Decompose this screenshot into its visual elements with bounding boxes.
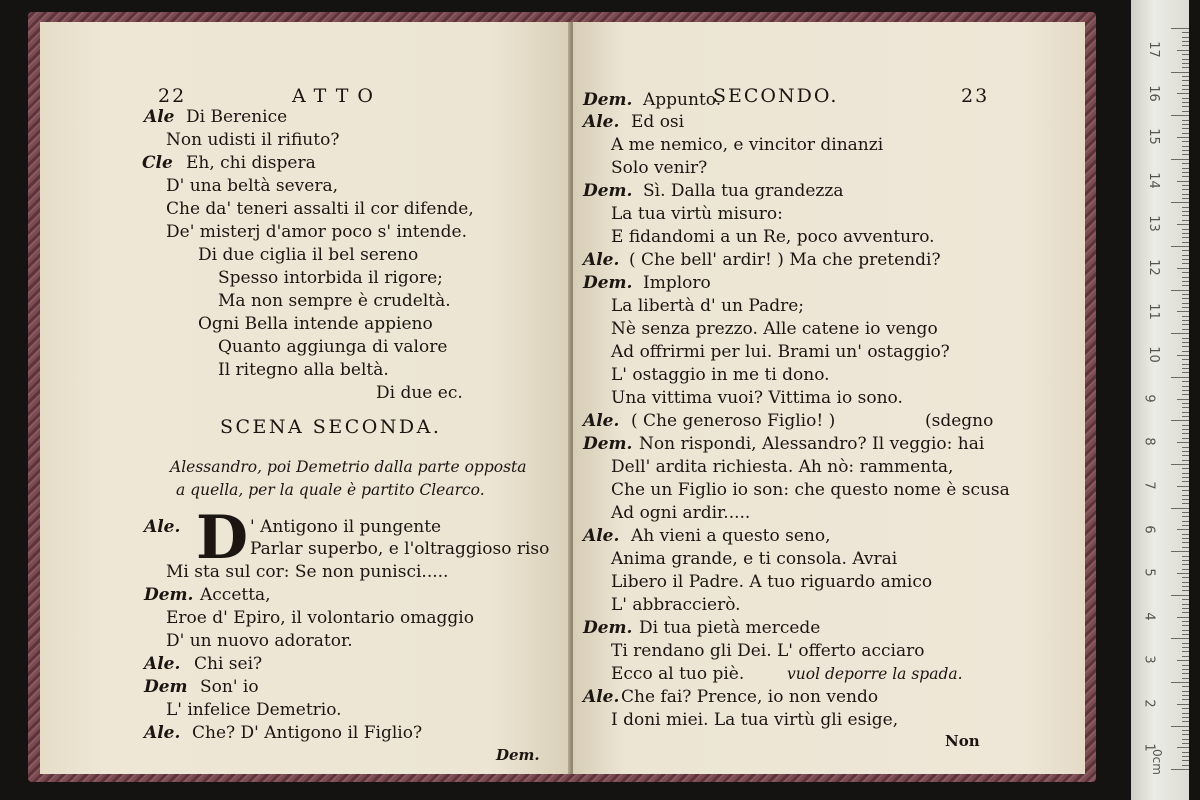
ruler-tick	[1182, 669, 1189, 670]
ruler-tick	[1182, 407, 1189, 408]
ruler-tick	[1182, 643, 1189, 644]
ruler-tick	[1182, 277, 1189, 278]
ruler-tick	[1182, 102, 1189, 103]
ruler-tick	[1182, 460, 1189, 461]
verse-line: Dem. Appunto.	[583, 90, 722, 110]
ruler-tick	[1182, 586, 1189, 587]
ruler-tick	[1182, 577, 1189, 578]
ruler-tick	[1182, 198, 1189, 199]
ruler-tick	[1182, 215, 1189, 216]
ruler-tick	[1182, 743, 1189, 744]
ruler-tick	[1182, 185, 1189, 186]
left-page-number: 22	[158, 85, 187, 107]
ruler-tick	[1171, 246, 1189, 247]
ruler-tick	[1182, 651, 1189, 652]
verse-line: Dem. Non rispondi, Alessandro? Il veggio: hai	[583, 434, 985, 454]
verse-line: D' un nuovo adorator.	[166, 631, 353, 651]
ruler-tick	[1182, 604, 1189, 605]
ruler-tick	[1177, 442, 1189, 443]
ruler-tick	[1182, 625, 1189, 626]
ruler-number: 16	[1145, 84, 1161, 102]
verse-line: Ale. Ah vieni a questo seno,	[583, 526, 831, 546]
ruler-tick	[1182, 386, 1189, 387]
ruler-tick	[1182, 582, 1189, 583]
ruler-tick	[1182, 281, 1189, 282]
ruler-tick	[1182, 189, 1189, 190]
ruler-number: 4	[1141, 612, 1157, 621]
ruler-tick	[1182, 272, 1189, 273]
ruler-tick	[1182, 128, 1189, 129]
ruler-tick	[1177, 573, 1189, 574]
verse-line: Una vittima vuoi? Vittima io sono.	[611, 388, 903, 408]
ruler-tick	[1182, 54, 1189, 55]
ruler-number: 1	[1141, 742, 1157, 752]
verse-line: Ale. Che? D' Antigono il Figlio?	[144, 723, 423, 743]
ruler-tick	[1171, 333, 1189, 334]
verse-line: I doni miei. La tua virtù gli esige,	[611, 710, 899, 730]
ruler-tick	[1182, 433, 1189, 434]
verse-line: Ale. Ed osi	[583, 112, 685, 132]
ruler-tick	[1182, 503, 1189, 504]
ruler-tick	[1182, 237, 1189, 238]
verse-line: A me nemico, e vincitor dinanzi	[611, 135, 884, 155]
ruler-tick	[1182, 324, 1189, 325]
ruler-tick	[1182, 534, 1189, 535]
drop-cap: D	[196, 503, 249, 573]
ruler-tick	[1182, 717, 1189, 718]
verse-line: Ale.Che fai? Prence, io non vendo	[583, 687, 879, 707]
verse-line: Spesso intorbida il rigore;	[218, 268, 443, 288]
verse-line: Parlar superbo, e l'oltraggioso riso	[250, 539, 550, 559]
ruler-tick	[1182, 490, 1189, 491]
ruler-tick	[1182, 569, 1189, 570]
ruler-tick	[1182, 298, 1189, 299]
ruler-tick	[1182, 525, 1189, 526]
scene-title: SCENA SECONDA.	[220, 416, 442, 438]
ruler-tick	[1182, 538, 1189, 539]
ruler-tick	[1182, 342, 1189, 343]
ruler-tick	[1182, 708, 1189, 709]
verse-line: Dem. Imploro	[583, 273, 711, 293]
ruler-tick	[1182, 699, 1189, 700]
ruler-tick	[1182, 85, 1189, 86]
ruler-tick	[1182, 233, 1189, 234]
verse-line: Dem. Di tua pietà mercede	[583, 618, 821, 638]
ruler-tick	[1182, 176, 1189, 177]
ruler-number: 3	[1141, 655, 1157, 665]
ruler-tick	[1171, 595, 1189, 596]
ruler-tick	[1182, 67, 1189, 68]
verse-line: Ecco al tuo piè.	[611, 664, 745, 684]
ruler-tick	[1177, 137, 1189, 138]
ruler-tick	[1182, 499, 1189, 500]
verse-line: Il ritegno alla beltà.	[218, 360, 389, 380]
ruler-tick	[1182, 37, 1189, 38]
verse-line: Ti rendano gli Dei. L' offerto acciaro	[611, 641, 925, 661]
ruler-tick	[1182, 63, 1189, 64]
ruler-tick	[1177, 93, 1189, 94]
ruler-tick	[1182, 542, 1189, 543]
ruler-tick	[1182, 80, 1189, 81]
ruler-tick	[1171, 115, 1189, 116]
ruler-tick	[1182, 338, 1189, 339]
verse-line: D' una beltà severa,	[166, 176, 339, 196]
verse-line: Ogni Bella intende appieno	[198, 314, 433, 334]
ruler-tick	[1182, 673, 1189, 674]
ruler-tick	[1182, 481, 1189, 482]
ruler-tick	[1182, 154, 1189, 155]
ruler-tick	[1182, 756, 1189, 757]
verse-line: L' infelice Demetrio.	[166, 700, 342, 720]
right-page-header: SECONDO.	[713, 85, 839, 107]
ruler-number: 2	[1141, 699, 1157, 708]
verse-line: Cle Eh, chi dispera	[142, 153, 316, 173]
ruler-tick	[1171, 290, 1189, 291]
ruler-tick	[1171, 377, 1189, 378]
ruler-tick	[1182, 263, 1189, 264]
ruler-tick	[1182, 468, 1189, 469]
ruler-number: 5	[1141, 568, 1157, 577]
ruler-tick	[1182, 89, 1189, 90]
verse-line: Che un Figlio io son: che questo nome è scusa	[611, 480, 1010, 500]
ruler-tick	[1182, 133, 1189, 134]
ruler-tick	[1182, 307, 1189, 308]
ruler-tick	[1182, 678, 1189, 679]
verse-line: Quanto aggiunga di valore	[218, 337, 448, 357]
ruler-tick	[1182, 150, 1189, 151]
ruler-tick	[1182, 285, 1189, 286]
ruler-tick	[1182, 647, 1189, 648]
ruler-tick	[1182, 106, 1189, 107]
verse-line: La tua virtù misuro:	[611, 204, 783, 224]
ruler-tick	[1182, 739, 1189, 740]
ruler-tick	[1177, 311, 1189, 312]
verse-line: Dem Son' io	[144, 677, 259, 697]
verse-line: Nè senza prezzo. Alle catene io vengo	[611, 319, 938, 339]
ruler-tick	[1182, 547, 1189, 548]
ruler-tick	[1171, 464, 1189, 465]
ruler-tick	[1182, 207, 1189, 208]
ruler-tick	[1177, 181, 1189, 182]
ruler-tick	[1177, 224, 1189, 225]
stage-direction-line: Alessandro, poi Demetrio dalla parte opposta	[170, 458, 527, 476]
verse-line: Di due ciglia il bel sereno	[198, 245, 419, 265]
ruler-tick	[1182, 316, 1189, 317]
ruler-tick	[1182, 124, 1189, 125]
ruler-number: 13	[1145, 215, 1161, 233]
verse-line: Ale. ( Che generoso Figlio! )	[583, 411, 836, 431]
ruler-tick	[1182, 512, 1189, 513]
ruler-tick	[1177, 660, 1189, 661]
ruler-tick	[1182, 59, 1189, 60]
verse-line: Libero il Padre. A tuo riguardo amico	[611, 572, 933, 592]
ruler-tick	[1182, 429, 1189, 430]
ruler-tick	[1182, 477, 1189, 478]
ruler-tick	[1182, 521, 1189, 522]
ruler-tick	[1182, 368, 1189, 369]
ruler-tick	[1182, 111, 1189, 112]
ruler-tick	[1182, 146, 1189, 147]
ruler-tick	[1182, 41, 1189, 42]
ruler-tick	[1182, 163, 1189, 164]
verse-line: Solo venir?	[611, 158, 708, 178]
ruler-number: 6	[1141, 524, 1157, 534]
ruler-tick	[1182, 120, 1189, 121]
ruler-tick	[1171, 508, 1189, 509]
ruler-tick	[1177, 617, 1189, 618]
verse-line: La libertà d' un Padre;	[611, 296, 805, 316]
verse-line: L' ostaggio in me ti dono.	[611, 365, 830, 385]
aside-note: (sdegno	[925, 411, 994, 431]
ruler-tick	[1182, 211, 1189, 212]
ruler-tick	[1171, 202, 1189, 203]
ruler-tick	[1182, 656, 1189, 657]
ruler-tick	[1182, 760, 1189, 761]
ruler-number: 11	[1145, 302, 1161, 320]
ruler-tick	[1182, 242, 1189, 243]
ruler-tick	[1182, 590, 1189, 591]
right-page-number: 23	[961, 85, 990, 107]
ruler-number: 14	[1145, 172, 1161, 189]
ruler-tick	[1171, 638, 1189, 639]
ruler-tick	[1182, 451, 1189, 452]
verse-line: L' abbraccierò.	[611, 595, 741, 615]
ruler-tick	[1182, 229, 1189, 230]
ruler-tick	[1182, 721, 1189, 722]
ruler-tick	[1182, 172, 1189, 173]
left-catchword: Dem.	[496, 746, 540, 764]
verse-line: Ale Di Berenice	[144, 107, 288, 127]
ruler-tick	[1171, 72, 1189, 73]
ruler-tick	[1182, 765, 1189, 766]
ruler-tick	[1182, 455, 1189, 456]
ruler-tick	[1171, 159, 1189, 160]
ruler-tick	[1182, 372, 1189, 373]
ruler-tick	[1182, 250, 1189, 251]
ruler-tick	[1177, 704, 1189, 705]
verse-line: Mi sta sul cor: Se non punisci.....	[166, 562, 449, 582]
measuring-ruler	[1131, 0, 1189, 800]
ruler-tick	[1171, 28, 1189, 29]
ruler-tick	[1177, 399, 1189, 400]
ruler-tick	[1182, 612, 1189, 613]
ruler-tick	[1182, 713, 1189, 714]
verse-line: Di due ec.	[376, 383, 463, 403]
ruler-tick	[1177, 529, 1189, 530]
ruler-tick	[1182, 168, 1189, 169]
ruler-tick	[1182, 734, 1189, 735]
ruler-tick	[1182, 390, 1189, 391]
ruler-tick	[1182, 194, 1189, 195]
verse-line: Ale. Chi sei?	[144, 654, 263, 674]
verse-line: Ale. ( Che bell' ardir! ) Ma che pretendi?	[583, 250, 941, 270]
ruler-tick	[1182, 364, 1189, 365]
left-page	[40, 22, 572, 774]
ruler-tick	[1182, 634, 1189, 635]
ruler-tick	[1182, 359, 1189, 360]
verse-line: Ale. ' Antigono il pungente	[144, 517, 442, 537]
right-catchword: Non	[945, 732, 980, 750]
ruler-tick	[1182, 447, 1189, 448]
ruler-tick	[1182, 425, 1189, 426]
ruler-number: 7	[1141, 481, 1157, 490]
ruler-tick	[1182, 665, 1189, 666]
ruler-tick	[1177, 355, 1189, 356]
ruler-tick	[1182, 695, 1189, 696]
ruler-tick	[1182, 403, 1189, 404]
ruler-tick	[1177, 747, 1189, 748]
ruler-number: 17	[1145, 41, 1161, 58]
ruler-tick	[1182, 473, 1189, 474]
right-page	[573, 22, 1085, 774]
ruler-tick	[1182, 303, 1189, 304]
ruler-tick	[1182, 630, 1189, 631]
ruler-tick	[1177, 268, 1189, 269]
ruler-tick	[1171, 420, 1189, 421]
ruler-tick	[1182, 320, 1189, 321]
ruler-number: 15	[1145, 128, 1161, 145]
verse-line: Anima grande, e ti consola. Avrai	[611, 549, 898, 569]
ruler-tick	[1182, 98, 1189, 99]
verse-line: Eroe d' Epiro, il volontario omaggio	[166, 608, 474, 628]
ruler-tick	[1182, 259, 1189, 260]
ruler-tick	[1182, 752, 1189, 753]
stage-direction-inline: vuol deporre la spada.	[787, 665, 963, 683]
ruler-tick	[1182, 141, 1189, 142]
verse-line: Ad offrirmi per lui. Brami un' ostaggio?	[611, 342, 950, 362]
ruler-number: 9	[1141, 394, 1157, 403]
ruler-tick	[1182, 416, 1189, 417]
ruler-tick	[1182, 730, 1189, 731]
ruler-tick	[1182, 599, 1189, 600]
ruler-tick	[1182, 294, 1189, 295]
ruler-tick	[1171, 726, 1189, 727]
ruler-tick	[1182, 32, 1189, 33]
ruler-tick	[1182, 394, 1189, 395]
ruler-tick	[1171, 682, 1189, 683]
ruler-tick	[1177, 486, 1189, 487]
ruler-number: 8	[1141, 437, 1157, 447]
ruler-tick	[1182, 621, 1189, 622]
ruler-tick	[1182, 381, 1189, 382]
ruler-tick	[1171, 769, 1189, 770]
stage-direction-line: a quella, per la quale è partito Clearco.	[176, 481, 485, 499]
ruler-tick	[1177, 50, 1189, 51]
ruler-number: 10	[1145, 346, 1161, 363]
ruler-tick	[1182, 438, 1189, 439]
verse-line: De' misterj d'amor poco s' intende.	[166, 222, 467, 242]
verse-line: Ma non sempre è crudeltà.	[218, 291, 451, 311]
ruler-tick	[1182, 255, 1189, 256]
ruler-number: 12	[1145, 259, 1161, 276]
ruler-tick	[1182, 686, 1189, 687]
ruler-tick	[1182, 220, 1189, 221]
ruler-tick	[1182, 76, 1189, 77]
ruler-tick	[1182, 495, 1189, 496]
verse-line: Dell' ardita richiesta. Ah nò: rammenta,	[611, 457, 954, 477]
ruler-tick	[1182, 608, 1189, 609]
ruler-tick	[1182, 45, 1189, 46]
ruler-tick	[1182, 564, 1189, 565]
verse-line: Che da' teneri assalti il cor difende,	[166, 199, 474, 219]
left-page-header: ATTO	[292, 85, 382, 107]
ruler-tick	[1182, 351, 1189, 352]
verse-line: Ad ogni ardir.....	[611, 503, 751, 523]
ruler-tick	[1182, 691, 1189, 692]
ruler-tick	[1182, 556, 1189, 557]
ruler-tick	[1182, 516, 1189, 517]
ruler-tick	[1182, 346, 1189, 347]
ruler-tick	[1182, 329, 1189, 330]
verse-line: E fidandomi a un Re, poco avventuro.	[611, 227, 935, 247]
ruler-unit-label: 0cm	[1149, 749, 1164, 775]
verse-line: Dem. Accetta,	[144, 585, 271, 605]
ruler-tick	[1182, 412, 1189, 413]
ruler-tick	[1171, 551, 1189, 552]
verse-line: Non udisti il rifiuto?	[166, 130, 340, 150]
ruler-tick	[1182, 560, 1189, 561]
verse-line: Dem. Sì. Dalla tua grandezza	[583, 181, 844, 201]
